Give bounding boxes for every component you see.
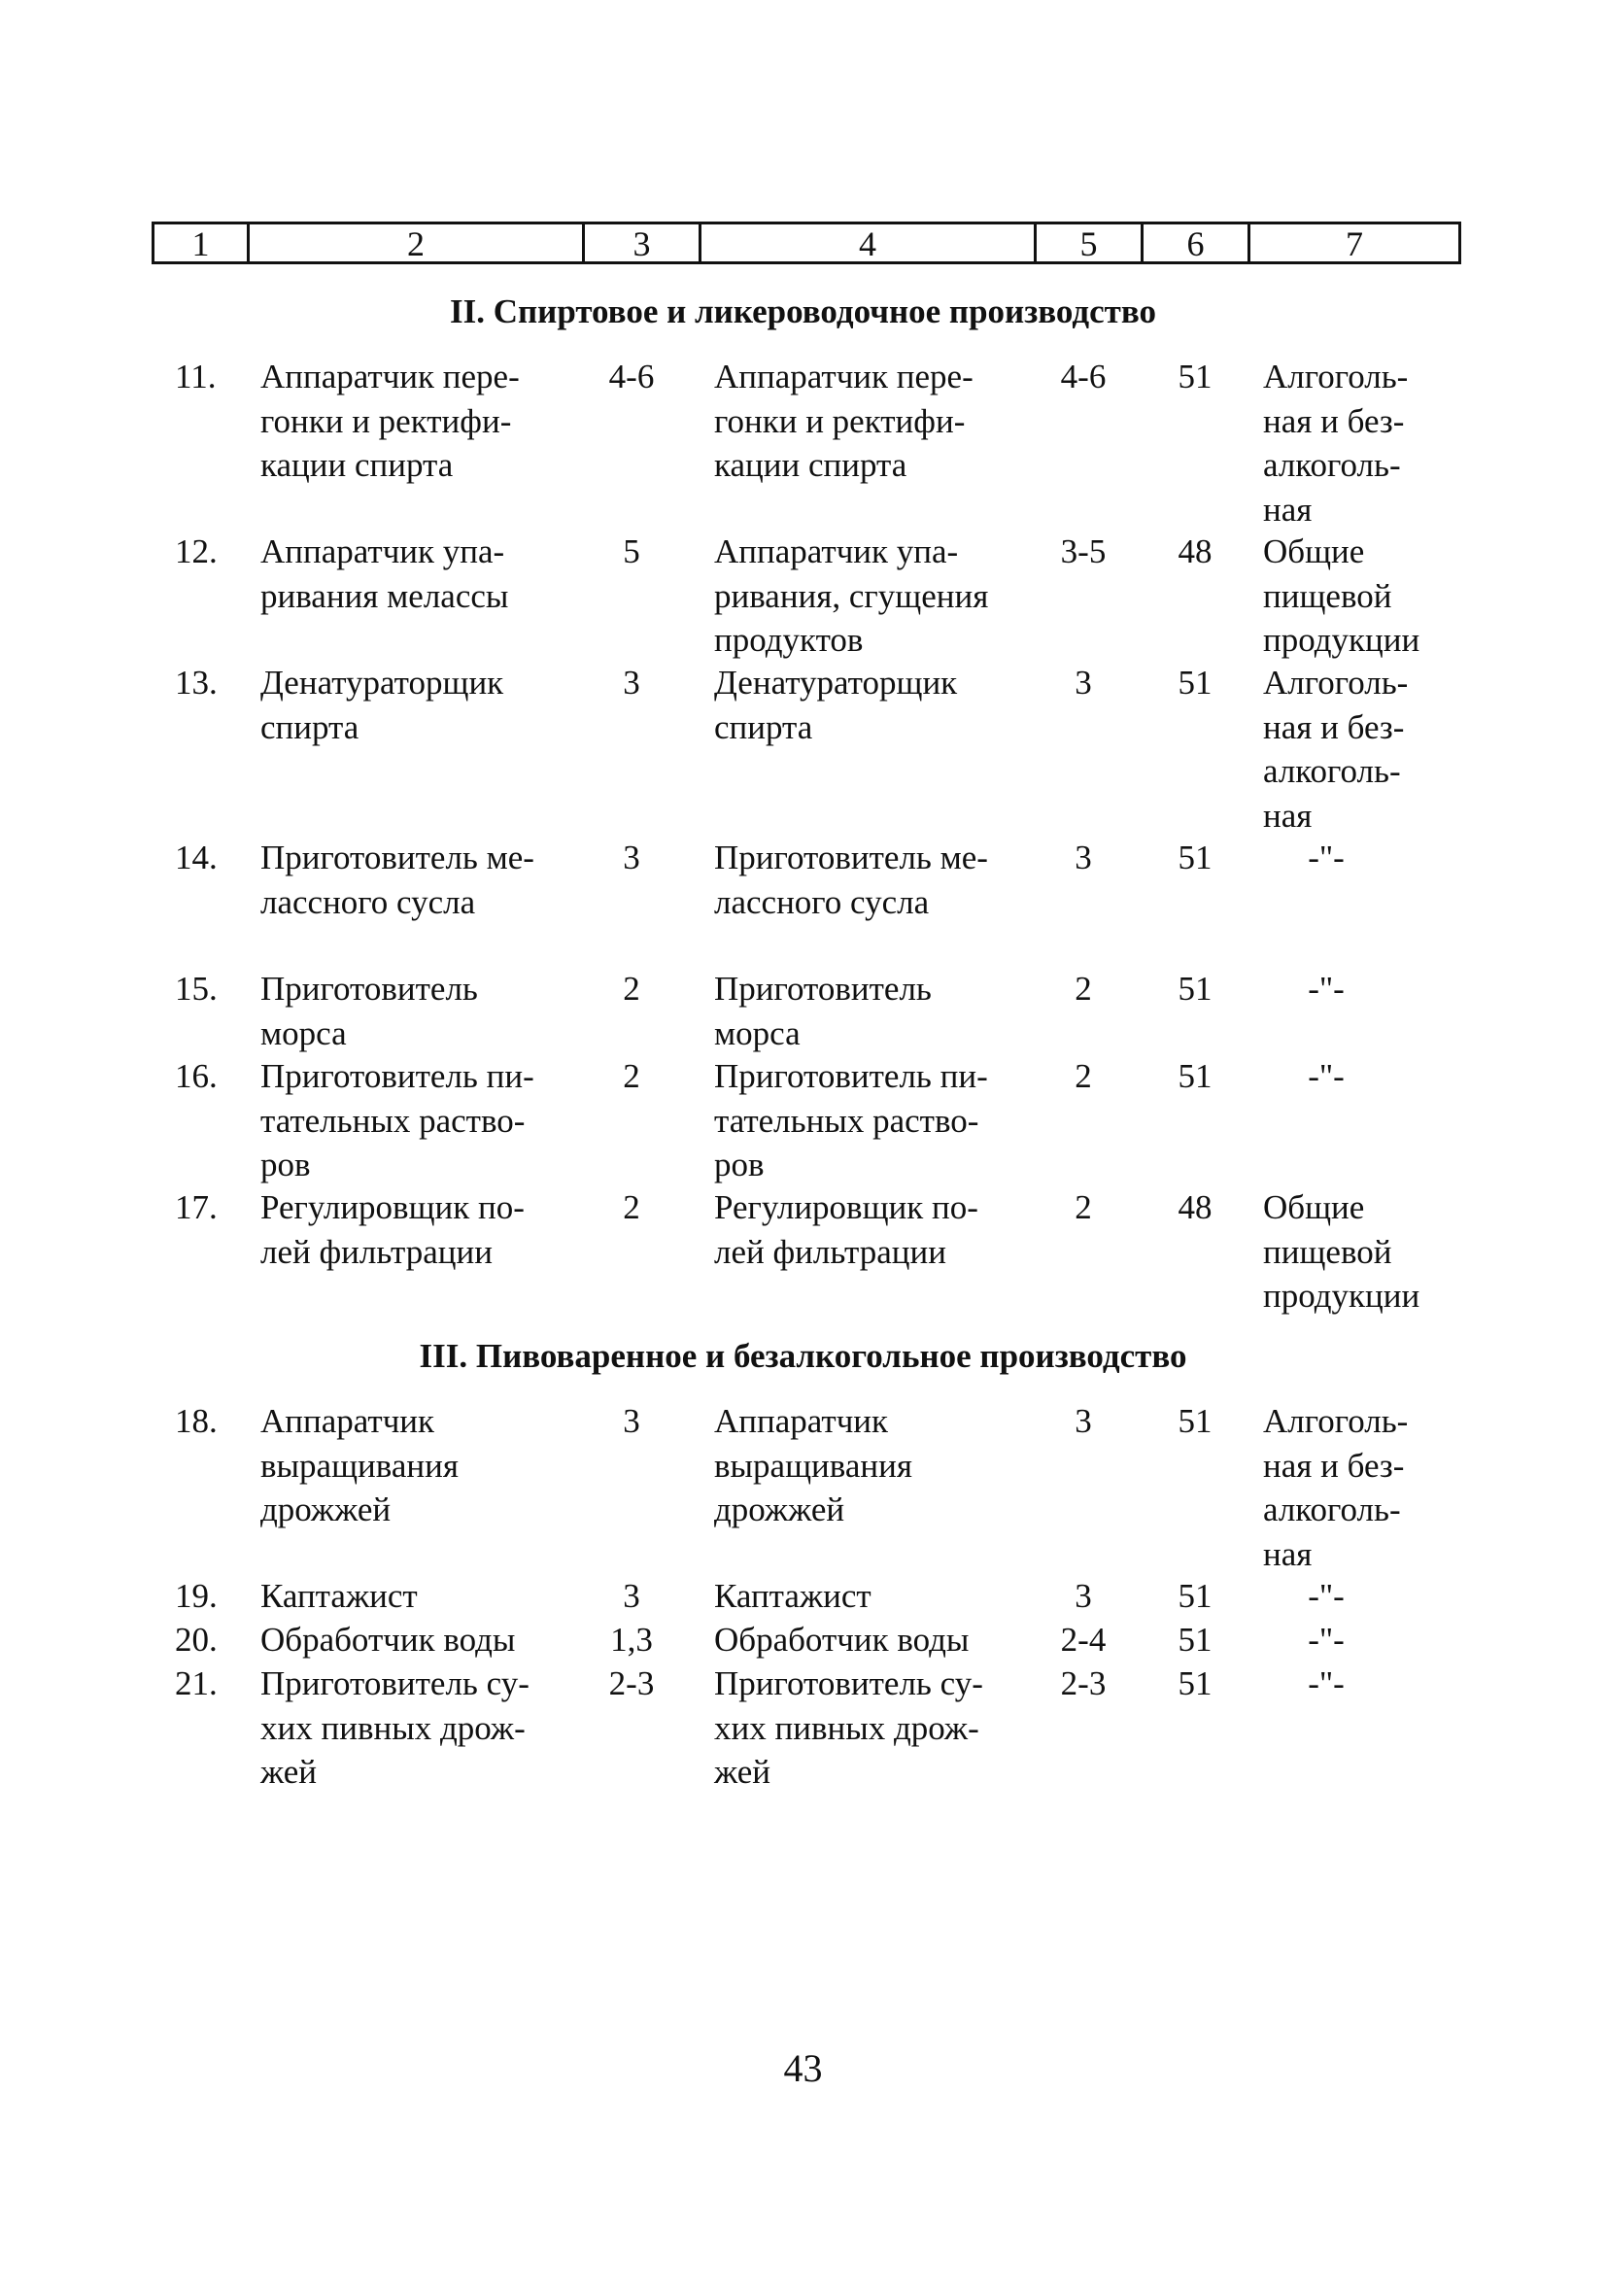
etks-issue-number: 51	[1178, 1621, 1213, 1659]
header-col-5: 5	[1037, 224, 1144, 261]
sector-section: Общие пищевой продукции	[1263, 1188, 1420, 1315]
page-number: 43	[783, 2046, 823, 2090]
grade-range: 2	[623, 970, 640, 1008]
grade-range: 3	[623, 1402, 640, 1440]
grade-range-etks: 3	[1075, 664, 1092, 702]
profession-name: Денатураторщик спирта	[260, 664, 504, 746]
sector-section: -"-	[1308, 839, 1345, 876]
row-number: 12.	[175, 532, 218, 570]
grade-range-etks: 2-4	[1060, 1621, 1107, 1659]
column-number-header	[152, 222, 1461, 264]
etks-issue-number: 51	[1178, 1402, 1213, 1440]
grade-range: 1,3	[610, 1621, 653, 1659]
grade-range-etks: 3-5	[1060, 532, 1107, 570]
row-number: 17.	[175, 1188, 218, 1226]
profession-name-etks: Аппаратчик выращивания дрожжей	[714, 1402, 912, 1528]
profession-name-etks: Каптажист	[714, 1577, 871, 1615]
profession-name-etks: Регулировщик по- лей фильтрации	[714, 1188, 978, 1271]
grade-range: 3	[623, 664, 640, 702]
profession-name-etks: Приготовитель ме- лассного сусла	[714, 839, 988, 921]
sector-section: -"-	[1308, 1621, 1345, 1659]
row-number: 18.	[175, 1402, 218, 1440]
grade-range: 2	[623, 1057, 640, 1095]
row-number: 16.	[175, 1057, 218, 1095]
row-number: 15.	[175, 970, 218, 1008]
profession-name-etks: Приготовитель морса	[714, 970, 932, 1052]
profession-name: Приготовитель пи- тательных раство- ров	[260, 1057, 534, 1183]
profession-name: Аппаратчик упа- ривания мелассы	[260, 532, 509, 615]
etks-issue-number: 51	[1178, 1577, 1213, 1615]
sector-section: Общие пищевой продукции	[1263, 532, 1420, 659]
header-col-2: 2	[250, 224, 585, 261]
grade-range-etks: 2	[1075, 970, 1092, 1008]
header-col-3: 3	[585, 224, 701, 261]
grade-range-etks: 3	[1075, 839, 1092, 876]
grade-range: 3	[623, 1577, 640, 1615]
profession-name: Приготовитель морса	[260, 970, 478, 1052]
profession-name-etks: Приготовитель су- хих пивных дрож- жей	[714, 1664, 983, 1791]
profession-name: Обработчик воды	[260, 1621, 516, 1659]
profession-name-etks: Аппаратчик пере- гонки и ректифи- кации спирта	[714, 358, 974, 484]
sector-section: Алгоголь- ная и без- алкоголь- ная	[1263, 664, 1409, 835]
profession-name: Регулировщик по- лей фильтрации	[260, 1188, 525, 1271]
profession-name: Приготовитель су- хих пивных дрож- жей	[260, 1664, 530, 1791]
etks-issue-number: 51	[1178, 970, 1213, 1008]
grade-range: 5	[623, 532, 640, 570]
profession-name-etks: Приготовитель пи- тательных раство- ров	[714, 1057, 988, 1183]
row-number: 13.	[175, 664, 218, 702]
row-number: 20.	[175, 1621, 218, 1659]
etks-issue-number: 48	[1178, 1188, 1213, 1226]
sector-section: -"-	[1308, 970, 1345, 1008]
grade-range: 4-6	[608, 358, 655, 395]
grade-range-etks: 4-6	[1060, 358, 1107, 395]
grade-range: 2	[623, 1188, 640, 1226]
grade-range-etks: 3	[1075, 1577, 1092, 1615]
grade-range: 3	[623, 839, 640, 876]
header-col-6: 6	[1144, 224, 1250, 261]
sector-section: Алгоголь- ная и без- алкоголь- ная	[1263, 358, 1409, 529]
row-number: 11.	[175, 358, 217, 395]
section-title: III. Пивоваренное и безалкогольное производство	[419, 1337, 1187, 1375]
profession-name: Приготовитель ме- лассного сусла	[260, 839, 534, 921]
profession-name: Аппаратчик выращивания дрожжей	[260, 1402, 459, 1528]
row-number: 19.	[175, 1577, 218, 1615]
etks-issue-number: 51	[1178, 839, 1213, 876]
header-col-7: 7	[1346, 224, 1363, 263]
profession-name: Каптажист	[260, 1577, 418, 1615]
grade-range: 2-3	[608, 1664, 655, 1702]
profession-name-etks: Обработчик воды	[714, 1621, 970, 1659]
section-title: II. Спиртовое и ликероводочное производство	[449, 292, 1157, 330]
profession-name-etks: Аппаратчик упа- ривания, сгущения продуктов	[714, 532, 989, 659]
grade-range-etks: 2-3	[1060, 1664, 1107, 1702]
grade-range-etks: 2	[1075, 1188, 1092, 1226]
etks-issue-number: 51	[1178, 1057, 1213, 1095]
sector-section: -"-	[1308, 1664, 1345, 1702]
etks-issue-number: 51	[1178, 358, 1213, 395]
profession-name: Аппаратчик пере- гонки и ректифи- кации спирта	[260, 358, 520, 484]
grade-range-etks: 2	[1075, 1057, 1092, 1095]
etks-issue-number: 51	[1178, 664, 1213, 702]
grade-range-etks: 3	[1075, 1402, 1092, 1440]
profession-name-etks: Денатураторщик спирта	[714, 664, 958, 746]
etks-issue-number: 48	[1178, 532, 1213, 570]
sector-section: -"-	[1308, 1057, 1345, 1095]
sector-section: -"-	[1308, 1577, 1345, 1615]
header-col-4: 4	[701, 224, 1037, 261]
header-col-1: 1	[154, 224, 250, 261]
sector-section: Алгоголь- ная и без- алкоголь- ная	[1263, 1402, 1409, 1573]
row-number: 14.	[175, 839, 218, 876]
row-number: 21.	[175, 1664, 218, 1702]
etks-issue-number: 51	[1178, 1664, 1213, 1702]
